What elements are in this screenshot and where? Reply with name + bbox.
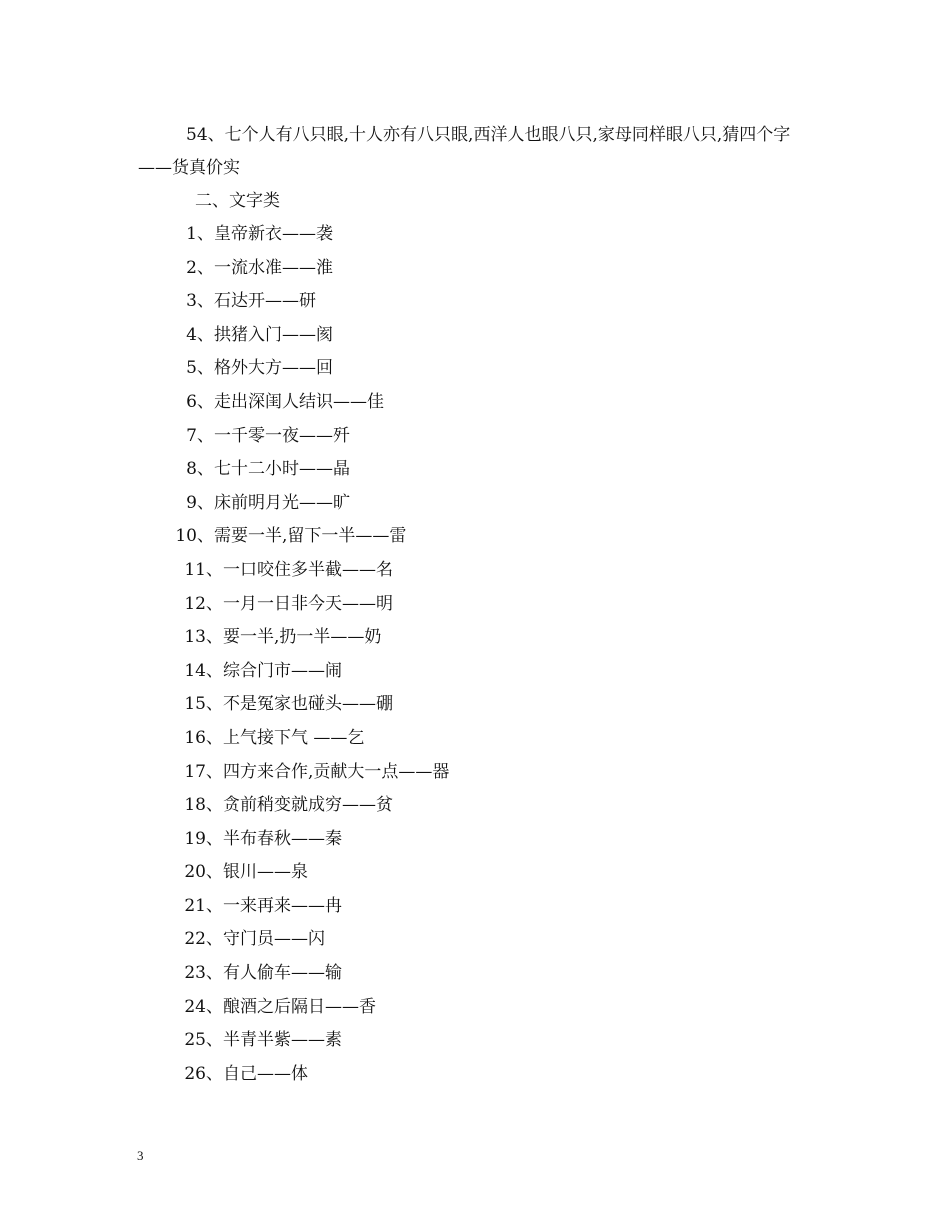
- list-item: [0, 556, 950, 590]
- item-text: 银川——泉: [223, 862, 308, 883]
- item-number: 21、: [184, 895, 223, 916]
- item-number: 12、: [184, 593, 223, 614]
- list-item: [0, 690, 950, 724]
- item-text: 拱猪入门——阂: [214, 324, 333, 345]
- list-item: [0, 791, 950, 825]
- item-number: 6、: [186, 391, 214, 412]
- item-number: 11、: [184, 559, 223, 580]
- item-text: 有人偷车——输: [223, 963, 342, 984]
- item-text: 酿酒之后隔日——香: [223, 996, 376, 1017]
- list-item: [0, 455, 950, 489]
- list-item: [0, 321, 950, 355]
- item-text: 一月一日非今天——明: [223, 593, 393, 614]
- list-item: [0, 892, 950, 926]
- list-item: [0, 993, 950, 1027]
- list-item: [0, 1026, 950, 1060]
- list-item: [0, 590, 950, 624]
- list-item: [0, 1060, 950, 1094]
- list-item: [0, 287, 950, 321]
- item-text: 上气接下气 ——乞: [223, 727, 365, 748]
- item-text: 四方来合作,贡献大一点——器: [223, 761, 450, 782]
- list-item: [0, 657, 950, 691]
- item-number: 19、: [184, 828, 223, 849]
- item-number: 23、: [184, 963, 223, 984]
- item-text: 半布春秋——秦: [223, 828, 342, 849]
- list-item: [0, 254, 950, 288]
- item-number: 9、: [186, 492, 214, 513]
- item-text: 皇帝新衣——袭: [214, 224, 333, 244]
- item-text: 一来再来——冉: [223, 895, 342, 916]
- riddle-list: [0, 220, 950, 1093]
- riddle-54-paragraph: 54、七个人有八只眼,十人亦有八只眼,西洋人也眼八只,家母同样眼八只,猜四个字——货真价实: [138, 125, 791, 178]
- item-text: 要一半,扔一半——奶: [223, 627, 382, 648]
- item-number: 18、: [184, 795, 223, 816]
- list-item: [0, 354, 950, 388]
- item-text: 床前明月光——旷: [214, 492, 350, 513]
- item-text: 走出深闺人结识——佳: [214, 391, 384, 412]
- item-text: 贪前稍变就成穷——贫: [223, 795, 393, 816]
- item-text: 综合门市——闹: [223, 660, 342, 681]
- list-item: [0, 825, 950, 859]
- item-number: 5、: [186, 358, 214, 379]
- section-title: 二、文字类: [195, 191, 280, 211]
- item-number: 14、: [184, 660, 223, 681]
- item-text: 一口咬住多半截——名: [223, 559, 393, 580]
- list-item: [0, 388, 950, 422]
- list-item: [0, 623, 950, 657]
- item-number: 15、: [184, 694, 223, 715]
- item-number: 13、: [184, 627, 223, 648]
- item-text: 需要一半,留下一半——雷: [214, 526, 407, 547]
- item-text: 不是冤家也碰头——硼: [223, 694, 393, 715]
- list-item: [0, 925, 950, 959]
- list-item: [0, 858, 950, 892]
- item-text: 半青半紫——素: [223, 1030, 342, 1051]
- item-number: 16、: [184, 727, 223, 748]
- item-number: 24、: [184, 996, 223, 1017]
- list-item: [0, 422, 950, 456]
- item-text: 一千零一夜——歼: [214, 425, 350, 446]
- item-number: 20、: [184, 862, 223, 883]
- list-item: [0, 220, 950, 254]
- item-number: 25、: [184, 1030, 223, 1051]
- item-text: 七十二小时——晶: [214, 459, 350, 480]
- item-number: 1、: [186, 224, 214, 244]
- item-number: 17、: [184, 761, 223, 782]
- list-item: [0, 489, 950, 523]
- list-item: [0, 758, 950, 792]
- item-text: 守门员——闪: [223, 929, 325, 950]
- item-number: 3、: [186, 291, 214, 312]
- item-number: 4、: [186, 324, 214, 345]
- item-number: 7、: [186, 425, 214, 446]
- page-number: 3: [137, 1148, 144, 1163]
- item-number: 10、: [175, 526, 214, 547]
- item-text: 格外大方——回: [214, 358, 333, 379]
- item-number: 26、: [184, 1063, 223, 1084]
- item-text: 一流水准——淮: [214, 257, 333, 278]
- list-item: [0, 724, 950, 758]
- item-text: 自己——体: [223, 1063, 308, 1084]
- item-number: 2、: [186, 257, 214, 278]
- list-item: [0, 959, 950, 993]
- item-number: 22、: [184, 929, 223, 950]
- item-text: 石达开——研: [214, 291, 316, 312]
- item-number: 8、: [186, 459, 214, 480]
- list-item: [0, 522, 950, 556]
